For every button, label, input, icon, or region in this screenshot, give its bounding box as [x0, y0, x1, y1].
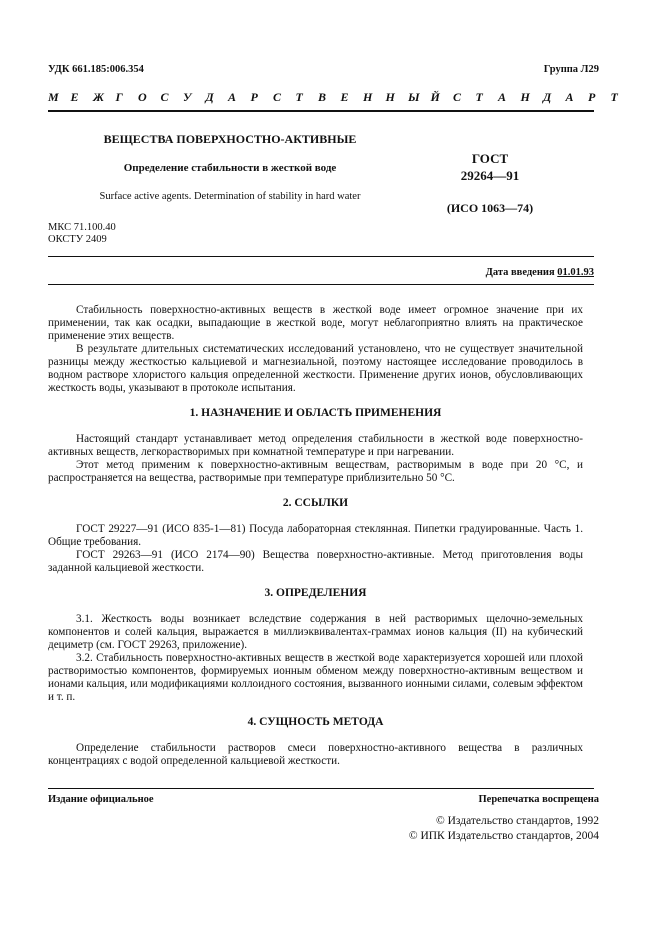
- paragraph: В результате длительных систематических исследований установлено, что не существует значительной разницы между жесткостью кальциевой и магнезиальной, поэтому настоящее исследование проводилось в водном растворе хлористого кальция определенной жесткости. Применение других ионов, обусловливающих жесткость воды, указывают в протоколе испытания.: [48, 343, 583, 394]
- copyright-line: © ИПК Издательство стандартов, 2004: [408, 830, 599, 842]
- gost-number: [420, 150, 560, 184]
- header-letter: Д: [543, 90, 552, 104]
- mks-code: МКС 71.100.40: [48, 222, 116, 233]
- paragraph: 3.2. Стабильность поверхностно-активных веществ в жесткой воде характеризуется хорошей или плохой растворимостью компонентов, формируемых ионным обменом между поверхностно-активным веществом и ионами кальция, или модификациями коллоидного состояния, вызванного ионными силами, солевым эффектом и т. п.: [48, 652, 583, 703]
- group-code: Группа Л29: [543, 64, 599, 75]
- paragraph: 3.1. Жесткость воды возникает вследствие содержания в ней растворимых щелочно-земельных компонентов и солей кальция, выражается в миллиэквивалентах-граммах ионов кальция (II) на кубический дециметр (см. ГОСТ 29263, приложение).: [48, 613, 583, 651]
- header-letter: В: [318, 90, 327, 104]
- header-letter: Г: [115, 90, 123, 104]
- divider: [48, 788, 594, 789]
- standard-word: [453, 90, 633, 105]
- date-label: Дата введения: [485, 267, 555, 278]
- header-letter: Н: [363, 90, 373, 104]
- section-heading: 1. НАЗНАЧЕНИЕ И ОБЛАСТЬ ПРИМЕНЕНИЯ: [189, 407, 442, 419]
- section-heading: 2. ССЫЛКИ: [282, 497, 349, 509]
- header-letter: Д: [205, 90, 214, 104]
- header-letter: Т: [295, 90, 303, 104]
- date-value: 01.01.93: [557, 267, 594, 278]
- document-title-english: Surface active agents. Determination of stability in hard water: [99, 191, 361, 202]
- paragraph: Настоящий стандарт устанавливает метод определения стабильности в жесткой воде поверхностно-активных веществ, легкорастворимых при комнатной температуре и при нагревании.: [48, 433, 583, 458]
- header-letter: А: [228, 90, 237, 104]
- divider: [48, 256, 594, 257]
- section-heading: 3. ОПРЕДЕЛЕНИЯ: [264, 587, 367, 599]
- section-heading: 4. СУЩНОСТЬ МЕТОДА: [247, 716, 384, 728]
- copyright-block: [409, 814, 599, 844]
- header-letter: Р: [588, 90, 596, 104]
- header-letter: Н: [385, 90, 395, 104]
- header-letter: Т: [475, 90, 483, 104]
- udk-code: УДК 661.185:006.354: [48, 64, 144, 75]
- header-letter: С: [160, 90, 169, 104]
- header-letter: Е: [340, 90, 349, 104]
- header-letter: С: [273, 90, 282, 104]
- header-letter: Ж: [93, 90, 105, 104]
- header-letter: У: [183, 90, 192, 104]
- paragraph: ГОСТ 29263—91 (ИСО 2174—90) Вещества поверхностно-активные. Метод приготовления воды заданной кальциевой жесткости.: [48, 549, 583, 574]
- header-letter: Ы: [408, 90, 420, 104]
- gost-label: ГОСТ: [471, 151, 509, 166]
- header-letter: Р: [250, 90, 258, 104]
- introduction-date: [486, 267, 594, 278]
- header-letter: А: [498, 90, 507, 104]
- edition-note: Издание официальное: [48, 794, 154, 805]
- document-body: [48, 304, 583, 768]
- okstu-code: ОКСТУ 2409: [48, 234, 107, 245]
- classification-codes: [48, 222, 116, 246]
- copyright-line: © Издательство стандартов, 1992: [435, 815, 599, 827]
- paragraph: ГОСТ 29227—91 (ИСО 835-1—81) Посуда лабораторная стеклянная. Пипетки градуированные. Часть 1. Общие требования.: [48, 523, 583, 548]
- header-letter: А: [565, 90, 574, 104]
- gost-code: 29264—91: [460, 168, 520, 183]
- paragraph: Этот метод применим к поверхностно-активным веществам, растворимым в воде при 20 °С, и распространяется на вещества, растворимые при температуре приблизительно 50 °С.: [48, 459, 583, 484]
- iso-reference: (ИСО 1063—74): [446, 201, 534, 215]
- reprint-note: Перепечатка воспрещена: [478, 794, 599, 805]
- document-subtitle: Определение стабильности в жесткой воде: [123, 162, 337, 174]
- standard-type-bar: [48, 90, 618, 112]
- header-letter: Т: [610, 90, 618, 104]
- document-title: ВЕЩЕСТВА ПОВЕРХНОСТНО-АКТИВНЫЕ: [103, 132, 357, 146]
- paragraph: Стабильность поверхностно-активных веществ в жесткой воде имеет огромное значение при их применении, так как осадки, выпадающие в жесткой воде, могут неблагоприятно влиять на практическое применение этих веществ.: [48, 304, 583, 342]
- header-letter: О: [138, 90, 147, 104]
- header-letter: С: [453, 90, 462, 104]
- header-letter: М: [48, 90, 59, 104]
- standard-type-word: [48, 90, 453, 105]
- header-letter: Н: [520, 90, 530, 104]
- header-letter: Й: [430, 90, 440, 104]
- divider: [48, 284, 594, 285]
- paragraph: Определение стабильности растворов смеси поверхностно-активного вещества в различных концентрациях с водой определенной кальциевой жесткости.: [48, 742, 583, 767]
- header-letter: Е: [70, 90, 79, 104]
